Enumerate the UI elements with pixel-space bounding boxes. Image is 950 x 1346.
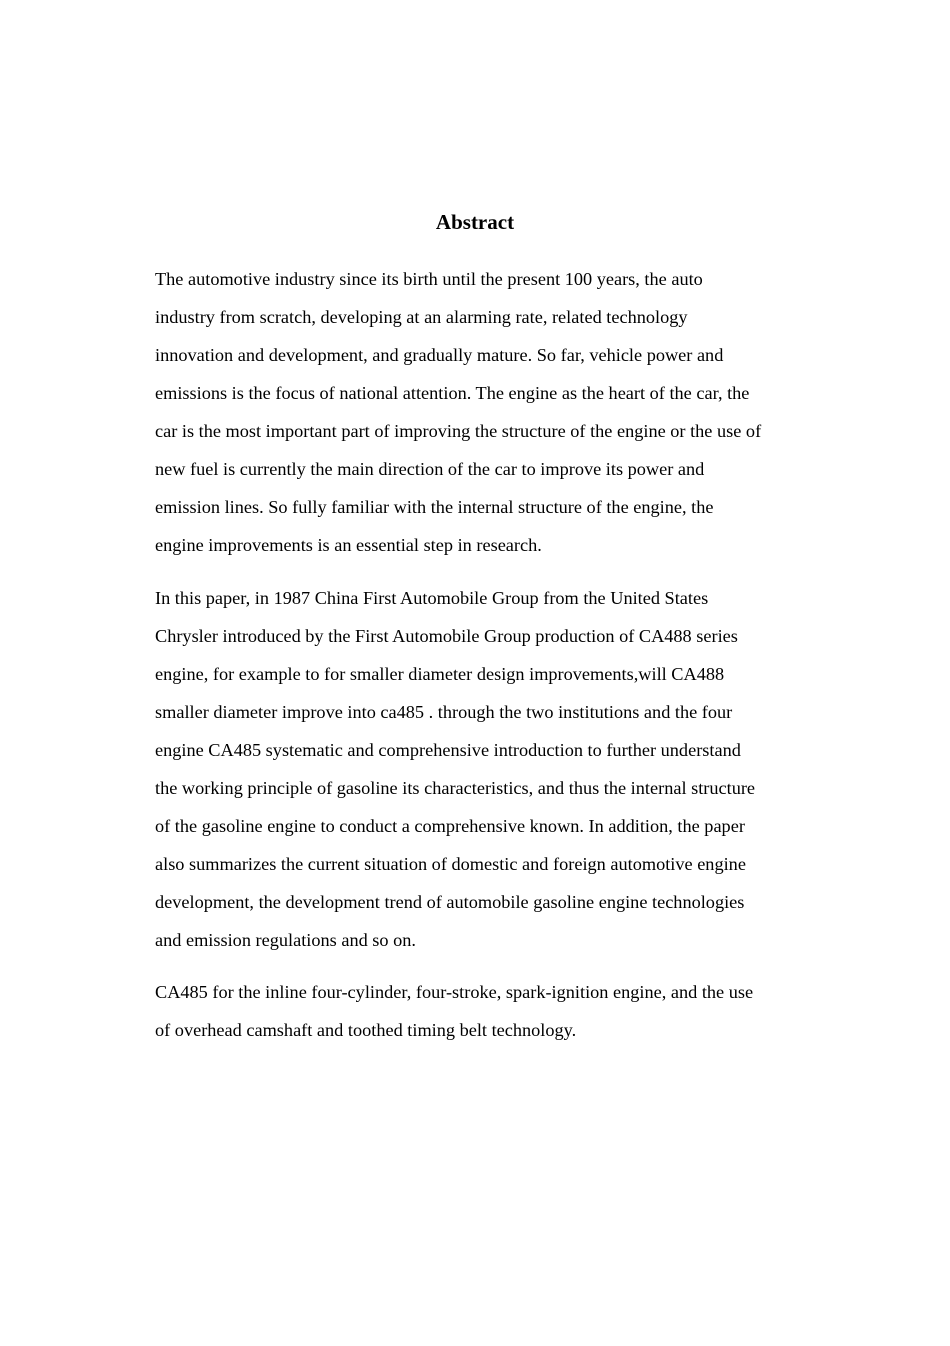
paragraph-line: The automotive industry since its birth until the present 100 years, the auto xyxy=(155,269,703,289)
paragraph-line: new fuel is currently the main direction of the car to improve its power and xyxy=(155,459,705,479)
paragraph-line: engine improvements is an essential step in research. xyxy=(155,535,542,555)
abstract-title: Abstract xyxy=(435,210,515,234)
paragraph-line: of the gasoline engine to conduct a comprehensive known. In addition, the paper xyxy=(155,816,745,836)
paragraph-line: innovation and development, and gradually mature. So far, vehicle power and xyxy=(155,345,724,365)
abstract-paragraph-1 xyxy=(155,260,805,564)
paragraph-line: engine, for example to for smaller diameter design improvements,will CA488 xyxy=(155,664,725,684)
paragraph-line: car is the most important part of improving the structure of the engine or the use of xyxy=(155,421,762,441)
paragraph-line: industry from scratch, developing at an alarming rate, related technology xyxy=(155,307,688,327)
paragraph-line: the working principle of gasoline its characteristics, and thus the internal structure xyxy=(155,778,756,798)
paragraph-line: of overhead camshaft and toothed timing belt technology. xyxy=(155,1020,577,1040)
abstract-paragraph-3 xyxy=(155,973,805,1049)
paragraph-line: and emission regulations and so on. xyxy=(155,930,416,950)
paragraph-line: smaller diameter improve into ca485 . through the two institutions and the four xyxy=(155,702,733,722)
paragraph-line: development, the development trend of automobile gasoline engine technologies xyxy=(155,892,745,912)
paragraph-line: CA485 for the inline four-cylinder, four-stroke, spark-ignition engine, and the use xyxy=(155,982,754,1002)
paragraph-line: engine CA485 systematic and comprehensive introduction to further understand xyxy=(155,740,741,760)
paragraph-line: emissions is the focus of national attention. The engine as the heart of the car, the xyxy=(155,383,750,403)
paragraph-line: emission lines. So fully familiar with the internal structure of the engine, the xyxy=(155,497,714,517)
paragraph-line: Chrysler introduced by the First Automobile Group production of CA488 series xyxy=(155,626,738,646)
abstract-paragraph-2 xyxy=(155,579,805,959)
paragraph-line: also summarizes the current situation of domestic and foreign automotive engine xyxy=(155,854,746,874)
paragraph-line: In this paper, in 1987 China First Automobile Group from the United States xyxy=(155,588,709,608)
